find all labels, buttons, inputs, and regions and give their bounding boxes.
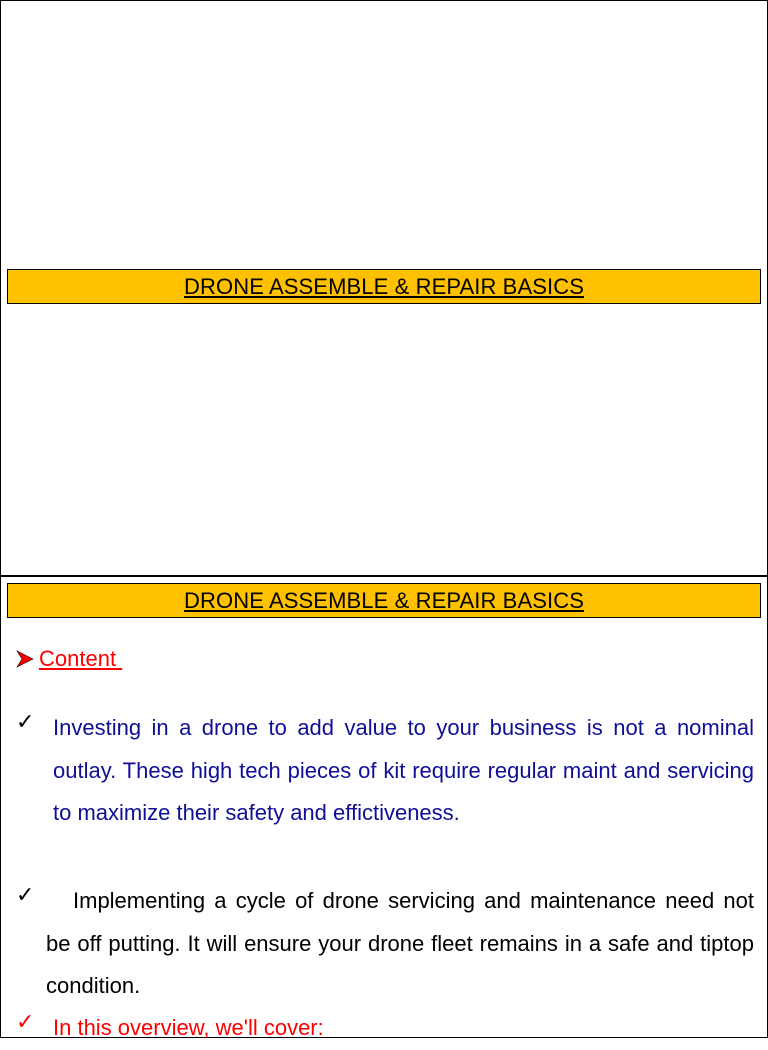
list-item <box>16 880 756 1008</box>
checkmark-icon: ✓ <box>16 709 35 734</box>
checkmark-icon: ✓ <box>16 882 35 907</box>
slide-title: DRONE ASSEMBLE & REPAIR BASICS <box>184 273 584 299</box>
bullet-text: Investing in a drone to add value to your business is not a nominal outlay. These high tech pieces of kit require regular maint and servicing to maximize their safety and effictiveness. <box>53 715 754 825</box>
content-heading <box>16 645 122 673</box>
content-heading-label: Content <box>39 646 123 671</box>
slide-title-bar <box>7 269 761 304</box>
checkmark-icon: ✓ <box>16 1009 35 1034</box>
arrow-bullet-icon <box>16 649 34 669</box>
slide-2 <box>0 576 768 1038</box>
bullet-text: In this overview, we'll cover: <box>53 1015 324 1040</box>
list-item <box>16 1007 756 1050</box>
slide-title-bar <box>7 583 761 618</box>
bullet-text: Implementing a cycle of drone servicing and maintenance need not be off putting. It will ensure your drone fleet remains in a safe and tiptop condition. <box>46 888 754 998</box>
list-item <box>16 707 756 835</box>
slide-title: DRONE ASSEMBLE & REPAIR BASICS <box>184 587 584 613</box>
